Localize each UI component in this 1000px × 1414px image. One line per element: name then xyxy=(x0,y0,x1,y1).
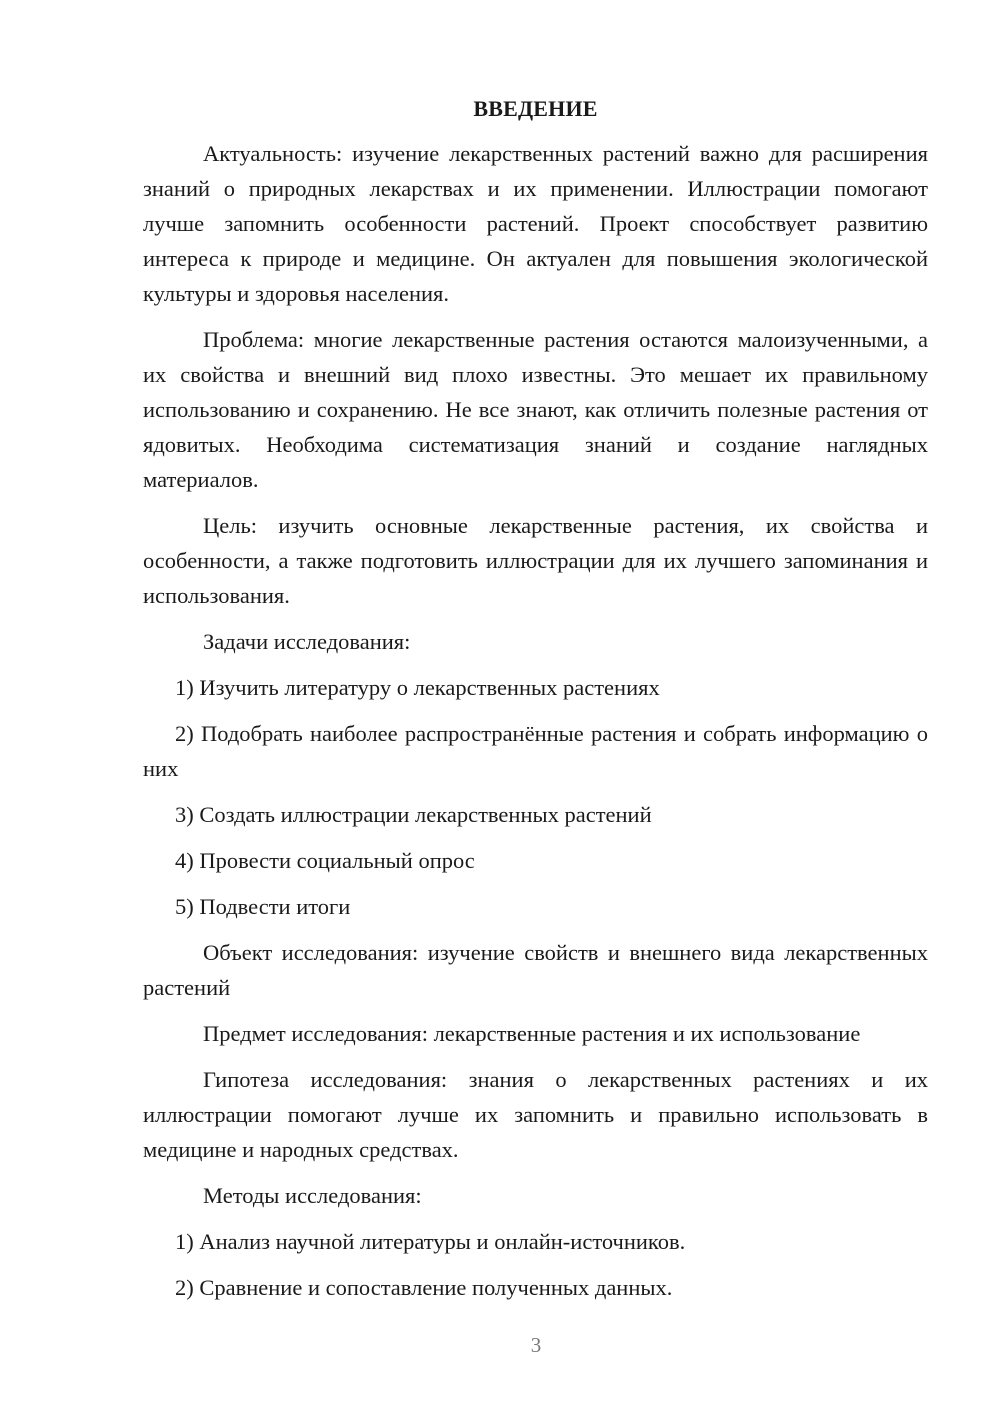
task-item-2: 2) Подобрать наиболее распространённые растения и собрать информацию о них xyxy=(143,721,928,781)
relevance-paragraph: Актуальность: изучение лекарственных растений важно для расширения знаний о природных лекарствах и их применении. Иллюстрации помогают лучше запомнить особенности растений. Проект способствует развитию интереса к природе и медицине. Он актуален для повышения экологической культуры и здоровья населения. xyxy=(143,141,928,306)
spacer xyxy=(143,1213,928,1224)
spacer xyxy=(143,311,928,322)
spacer xyxy=(143,878,928,889)
hypothesis-paragraph: Гипотеза исследования: знания о лекарственных растениях и их иллюстрации помогают лучше их запомнить и правильно использовать в медицине и народных средствах. xyxy=(143,1067,928,1162)
spacer xyxy=(143,126,928,136)
task-item-1: 1) Изучить литературу о лекарственных растениях xyxy=(175,675,660,700)
spacer xyxy=(143,1167,928,1178)
spacer xyxy=(143,786,928,797)
document-page xyxy=(143,92,928,1305)
section-heading: ВВЕДЕНИЕ xyxy=(473,96,598,121)
object-paragraph: Объект исследования: изучение свойств и внешнего вида лекарственных растений xyxy=(143,940,928,1000)
methods-title: Методы исследования: xyxy=(203,1183,422,1208)
page-number: 3 xyxy=(530,1333,542,1357)
spacer xyxy=(143,832,928,843)
method-item-2: 2) Сравнение и сопоставление полученных данных. xyxy=(175,1275,673,1300)
spacer xyxy=(143,1259,928,1270)
tasks-title: Задачи исследования: xyxy=(203,629,411,654)
task-item-4: 4) Провести социальный опрос xyxy=(175,848,475,873)
spacer xyxy=(143,659,928,670)
task-item-5: 5) Подвести итоги xyxy=(175,894,351,919)
spacer xyxy=(143,1005,928,1016)
spacer xyxy=(143,705,928,716)
task-item-3: 3) Создать иллюстрации лекарственных растений xyxy=(175,802,652,827)
goal-paragraph: Цель: изучить основные лекарственные растения, их свойства и особенности, а также подготовить иллюстрации для их лучшего запоминания и использования. xyxy=(143,513,928,608)
spacer xyxy=(143,924,928,935)
spacer xyxy=(143,1051,928,1062)
subject-paragraph: Предмет исследования: лекарственные растения и их использование xyxy=(203,1021,861,1046)
spacer xyxy=(143,497,928,508)
method-item-1: 1) Анализ научной литературы и онлайн-источников. xyxy=(175,1229,686,1254)
spacer xyxy=(143,613,928,624)
problem-paragraph: Проблема: многие лекарственные растения остаются малоизученными, а их свойства и внешний вид плохо известны. Это мешает их правильному использованию и сохранению. Не все знают, как отличить полезные растения от ядовитых. Необходима систематизация знаний и создание наглядных материалов. xyxy=(143,327,928,492)
